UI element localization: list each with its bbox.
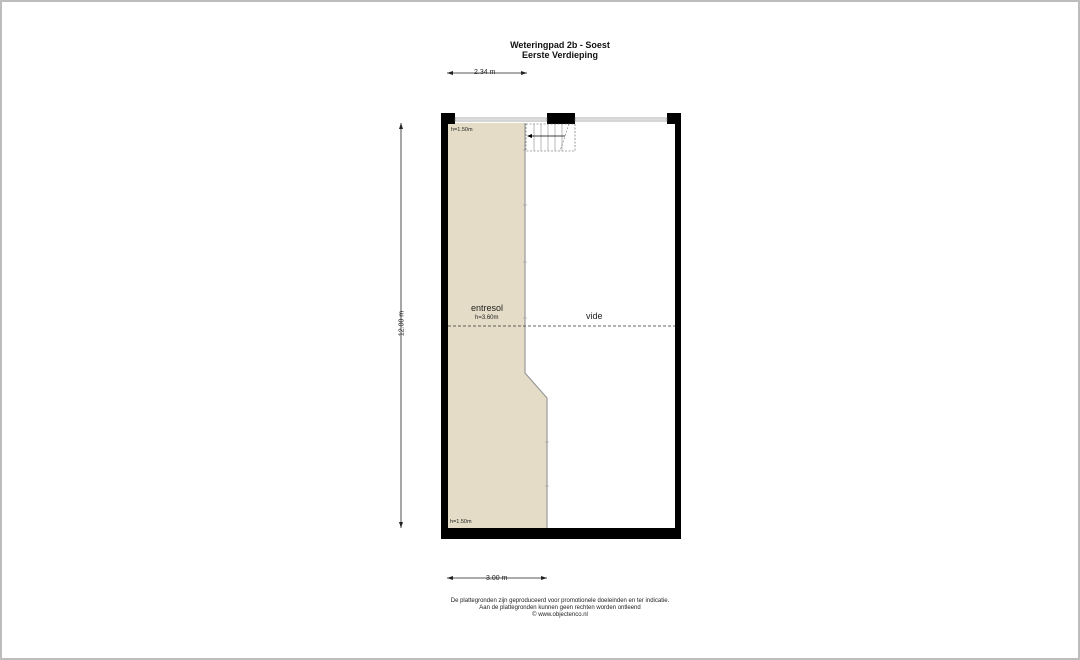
room-label-entresol: entresol <box>471 303 504 313</box>
height-marker-bottom: h=1.50m <box>450 519 472 525</box>
bottom-width-label: 3.00 m <box>486 575 508 582</box>
top-width-label: 2.34 m <box>474 69 496 76</box>
plan-title-address: Weteringpad 2b - Soest <box>510 40 610 50</box>
plan-title-floor: Eerste Verdieping <box>521 50 599 60</box>
height-label: 12.00 m <box>398 310 406 337</box>
disclaimer-line-3: © www.objectenco.nl <box>532 612 588 618</box>
stairs <box>526 124 575 151</box>
room-height-entresol: h=3.60m <box>475 315 499 321</box>
entresol-area <box>448 123 547 528</box>
disclaimer-line-1: De plattegronden zijn geproduceerd voor promotionele doeleinden en ter indicatie. <box>450 598 670 604</box>
room-label-vide: vide <box>586 311 603 321</box>
height-marker-top: h=1.50m <box>451 127 473 133</box>
disclaimer-line-2: Aan de plattegronden kunnen geen rechten worden ontleend <box>479 605 641 611</box>
